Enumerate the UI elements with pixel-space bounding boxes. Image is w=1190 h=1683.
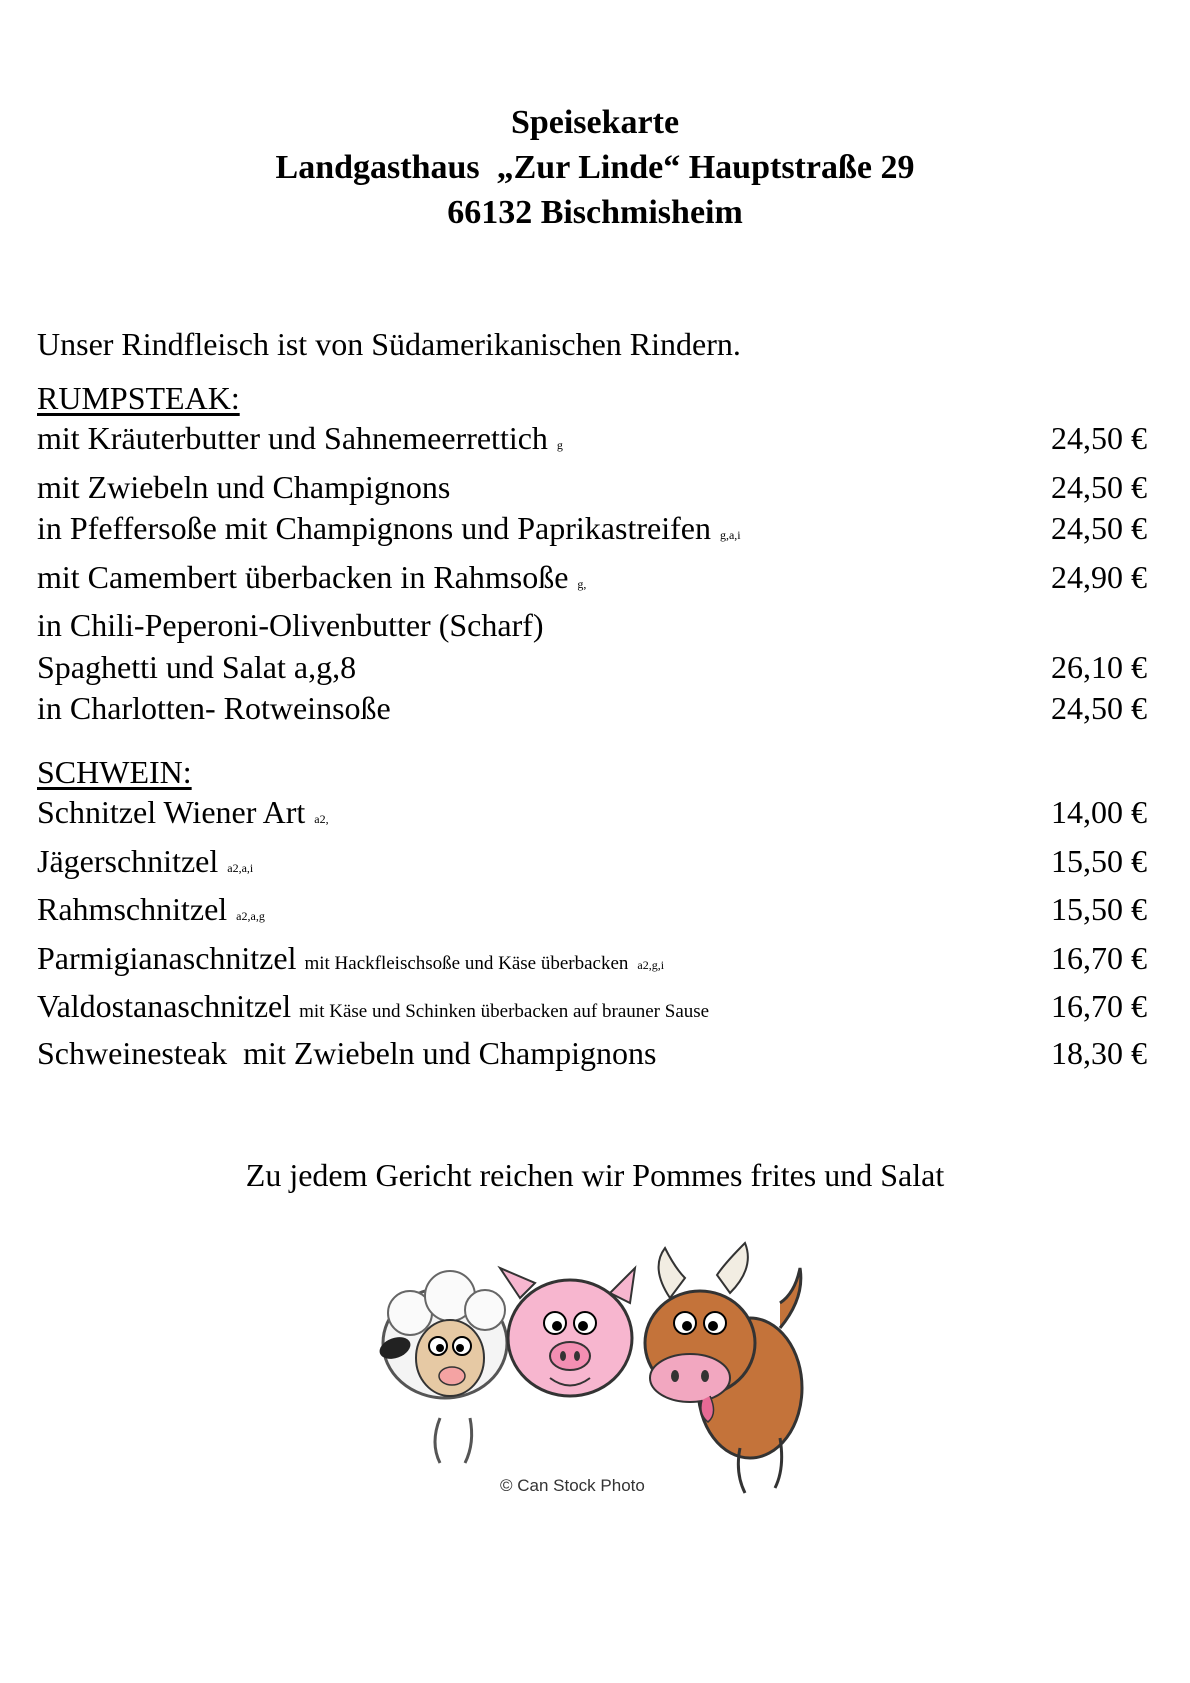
pig-icon (500, 1268, 635, 1396)
allergen-codes: a2,a,g (236, 909, 265, 923)
image-credit: © Can Stock Photo (500, 1476, 645, 1495)
item-price: 15,50 € (1051, 842, 1147, 879)
item-price: 24,50 € (1051, 420, 1147, 456)
allergen-codes: a2, (314, 812, 329, 826)
item-price: 24,90 € (1051, 558, 1147, 595)
allergen-codes: a2,a,i (227, 860, 254, 875)
menu-item (37, 688, 1147, 730)
menu-item (37, 986, 1147, 1033)
menu-item (37, 889, 1147, 938)
item-price: 24,50 € (1051, 690, 1147, 726)
item-price: 24,50 € (1051, 468, 1147, 505)
item-name: mit Kräuterbutter und Sahnemeerrettich g (37, 420, 563, 456)
item-price: 14,00 € (1051, 794, 1147, 830)
item-name: Parmigianaschnitzel mit Hackfleischsoße und Käse überbacken a2,g,i (37, 939, 665, 976)
item-name: in Chili-Peperoni-Olivenbutter (Scharf) (37, 607, 544, 643)
menu-header (0, 100, 1190, 235)
item-price: 26,10 € (1051, 648, 1147, 685)
item-note: mit Käse und Schinken überbacken auf brauner Sause (299, 1001, 710, 1022)
rumpsteak-section (37, 378, 1147, 730)
menu-item (37, 938, 1147, 987)
menu-item (37, 557, 1147, 606)
intro-text: Unser Rindfleisch ist von Südamerikanischen Rindern. (37, 326, 741, 362)
closing-note: Zu jedem Gericht reichen wir Pommes frites und Salat (245, 1157, 945, 1193)
item-name: Valdostanaschnitzel mit Käse und Schinken überbacken auf brauner Sause (37, 988, 710, 1024)
item-name: in Pfeffersoße mit Champignons und Paprikastreifen g,a,i (37, 510, 741, 546)
item-price: 16,70 € (1051, 939, 1147, 976)
section-title-rumpsteak: RUMPSTEAK: (37, 380, 240, 416)
item-name: Spaghetti und Salat a,g,8 (37, 648, 357, 685)
allergen-codes: a2,g,i (637, 957, 665, 972)
item-name: Jägerschnitzel a2,a,i (37, 842, 254, 879)
item-note: mit Hackfleischsoße und Käse überbacken (304, 952, 629, 974)
item-name: Rahmschnitzel a2,a,g (37, 891, 265, 927)
section-title-schwein: SCHWEIN: (37, 754, 192, 790)
allergen-codes: g, (577, 576, 587, 591)
menu-item (37, 467, 1147, 509)
menu-title: Speisekarte (510, 104, 680, 141)
menu-item (37, 605, 1147, 647)
allergen-codes: g (556, 438, 563, 452)
menu-item (37, 792, 1147, 841)
schwein-section (37, 752, 1147, 1074)
menu-item (37, 841, 1147, 890)
menu-item (37, 1033, 1147, 1075)
menu-item (37, 647, 1147, 689)
allergen-codes: g,a,i (719, 528, 741, 542)
item-price: 15,50 € (1051, 891, 1147, 927)
restaurant-name-address: Landgasthaus „Zur Linde“ Hauptstraße 29 (275, 149, 915, 186)
item-name: in Charlotten- Rotweinsoße (37, 690, 391, 726)
item-price: 16,70 € (1051, 988, 1147, 1024)
item-name: Schweinesteak mit Zwiebeln und Champignons (37, 1034, 657, 1071)
menu-item (37, 418, 1147, 467)
item-name: mit Zwiebeln und Champignons (37, 468, 451, 505)
menu-item (37, 508, 1147, 557)
restaurant-city: 66132 Bischmisheim (447, 194, 743, 231)
item-price: 24,50 € (1051, 510, 1147, 546)
item-price: 18,30 € (1051, 1034, 1147, 1071)
item-name: Schnitzel Wiener Art a2, (37, 794, 329, 830)
sheep-icon (377, 1271, 507, 1463)
cow-icon (645, 1243, 802, 1493)
farm-animals-illustration (370, 1218, 810, 1508)
item-name: mit Camembert überbacken in Rahmsoße g, (37, 558, 587, 595)
